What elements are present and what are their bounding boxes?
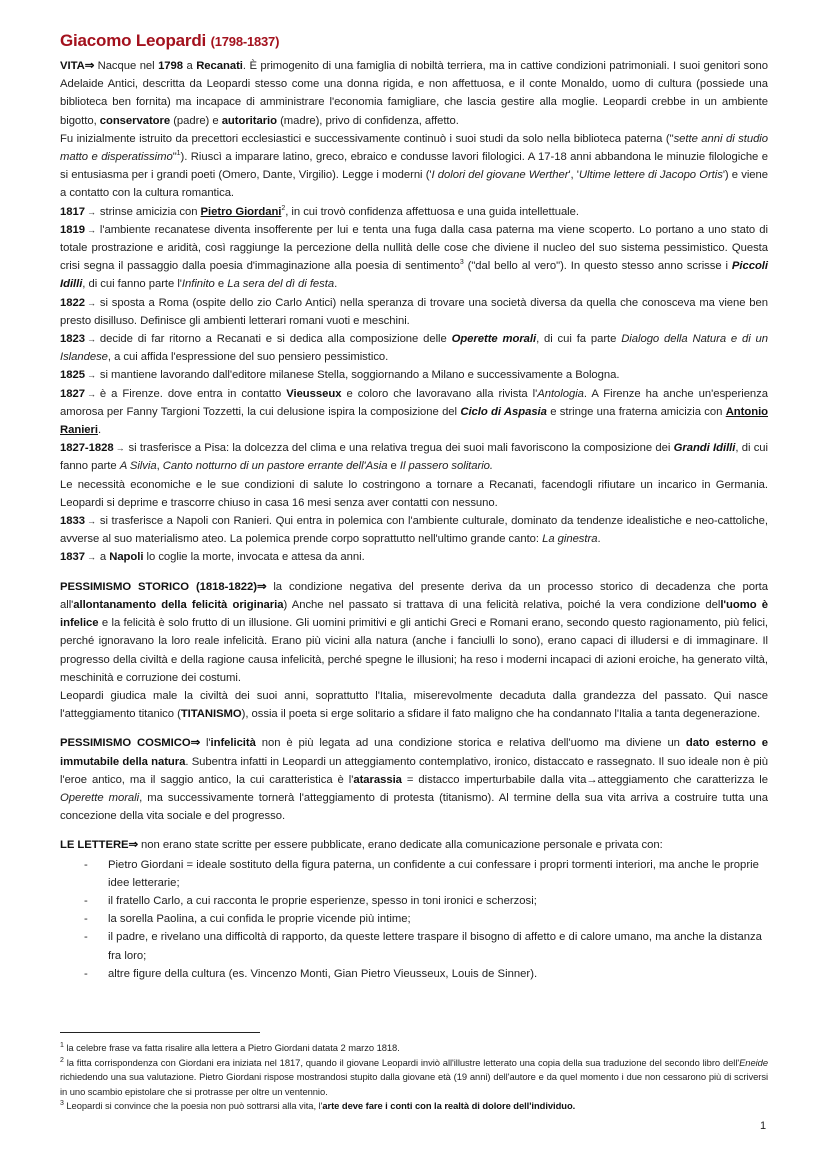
section-label-vita: VITA [60, 60, 85, 72]
double-arrow-icon: ⇒ [256, 580, 267, 593]
lettere-intro: LE LETTERE⇒ non erano state scritte per essere pubblicate, erano dedicate alla comunicazione personale e privata con: [60, 839, 663, 852]
list-item: - altre figure della cultura (es. Vincenzo Monti, Gian Pietro Vieusseux, Louis de Sinner). [60, 965, 768, 983]
vita-paragraph-1: VITA⇒ Nacque nel 1798 a Recanati. È primogenito di una famiglia di nobiltà terriera, ma in cattive condizioni patrimoniali. I suoi genitori sono Adelaide Antici, descritta da Leopardi stesso come una donna rigida, e non affettuosa, e il conte Monaldo, uomo di cultura (possiede una biblioteca ben fornita) ma incapace di amministrare l'economia famigliare, che lascia gestire alla moglie. Leopardi crebbe in un ambiente bigotto, conservatore (padre) e autoritario (madre), privo di confidenza, affetto. [60, 60, 768, 127]
timeline-entry-1827: 1827 → è a Firenze. dove entra in contatto Vieusseux e coloro che lavoravano alla rivista l'Antologia. A Firenze ha anche un'esperienza amorosa per Fanny Targioni Tozzetti, la cui delusione ispira la composizione del Ciclo di Aspasia e stringe una fraterna amicizia con Antonio Ranieri. [60, 387, 769, 437]
lettere-list [60, 856, 768, 983]
pessimismo-storico-paragraph-1: PESSIMISMO STORICO (1818-1822)⇒ la condizione negativa del presente deriva da un processo storico di decadenza che porta all'allontanamento della felicità originaria) Anche nel passato si trattava di una felicità relativa, poiché la vera condizione dell'uomo è infelice e la felicità è solo frutto di un illusione. Gli uomini primitivi e gli antichi Greci e Romani erano, secondo questo ragionamento, più felici, perché ignoravano la loro reale infelicità. Erano più vicini alla natura (anche i fanciulli lo sono), erano capaci di illudersi e di immaginare. Il progresso della civiltà e della ragione causa infelicità, perché spegne le illusioni; ha reso i moderni incapaci di azioni eroiche, ha generato viltà, meschinità e corruzione dei costumi. [60, 580, 769, 684]
footnote-ref-1[interactable]: 1 [176, 150, 181, 158]
pessimismo-cosmico-paragraph: PESSIMISMO COSMICO⇒ l'infelicità non è più legata ad una condizione storica e relativa dell'uomo ma diviene un dato esterno e immutabile della natura. Subentra infatti in Leopardi un atteggiamento contemplativo, ironico, distaccato e rassegnato. Il suo ideale non è più l'eroe antico, ma il saggio antico, la cui caratteristica è l'atarassia = distacco imperturbabile dalla vita→atteggiamento che caratterizza le Operette morali, ma successivamente tornerà l'atteggiamento di protesta (titanismo). Al termine della sua vita arriva a costruire tutta una concezione della vita sociale e del progresso. [60, 737, 769, 823]
right-arrow-icon: → [86, 297, 96, 308]
section-label-pessimismo-storico: PESSIMISMO STORICO (1818-1822) [60, 580, 257, 593]
timeline-year: 1823 [60, 333, 85, 346]
timeline-entry-1819: 1819 → l'ambiente recanatese diventa insofferente per lui e tenta una fuga dalla casa paterna ma viene scoperto. Lo portano a uno stato di totale prostrazione e aridità, così raggiunge la percezione della nullità delle cose che diviene il nucleo del suo sistema pessimistico. Questa crisi segna il passaggio dalla poesia d'immaginazione alla poesia di sentimento$^3$ ("dal bello al vero"). In questo stesso anno scrisse i Piccoli Idilli, di cui fanno parte l'Infinito e La sera del dì di festa. [60, 223, 768, 291]
timeline-year: 1817 [60, 205, 85, 218]
timeline-year: 1819 [60, 223, 85, 236]
right-arrow-icon: → [86, 516, 96, 527]
footnote-2: $^2$ la fitta corrispondenza con Giordani era iniziata nel 1817, quando il giovane Leopardi inviò all'illustre letterato una copia della sua traduzione del secondo libro dell'Eneide richiedendo una sua valutazione. Pietro Giordani rispose mostrandosi stupito dalla giovane età (19 anni) dell'autore e da quel momento i due non cessarono più di scriversi in uno scambio epistolare che si protrasse per oltre un ventennio. [60, 1056, 768, 1097]
timeline-entry-1827-1828: 1827-1828 → si trasferisce a Pisa: la dolcezza del clima e una relativa tregua dei suoi mali favoriscono la composizione dei Grandi Idilli, di cui fanno parte A Silvia, Canto notturno di un pastore errante dell'Asia e Il passero solitario. [60, 442, 768, 473]
double-arrow-icon: ⇒ [84, 60, 95, 72]
list-item: - la sorella Paolina, a cui confida le proprie vicende più intime; [60, 910, 768, 928]
pessimismo-storico-paragraph-2: Leopardi giudica male la civiltà dei suoi anni, soprattutto l'Italia, miserevolmente decaduta dalla grandezza del passato. Qui nasce l'atteggiamento titanico (TITANISMO), ossia il poeta si erge solitario a sfidare il fato maligno che ha condannato l'Italia a tanta degenerazione. [60, 689, 768, 721]
right-arrow-icon: → [86, 388, 96, 399]
list-item: - il fratello Carlo, a cui racconta le proprie esperienze, spesso in toni ironici e scherzosi; [60, 892, 768, 910]
page-title [60, 30, 768, 53]
dash-bullet-icon: - [84, 913, 88, 926]
double-arrow-icon: ⇒ [128, 839, 138, 852]
list-item: - Pietro Giordani = ideale sostituto della figura paterna, un confidente a cui confessare i propri tormenti interiori, ma anche le proprie idee letterarie; [60, 856, 768, 892]
timeline-year: 1837 [60, 551, 85, 564]
list-item: - il padre, e rivelano una difficoltà di rapporto, da queste lettere traspare il bisogno di affetto e di calore umano, ma anche la distanza fra loro; [60, 928, 768, 964]
timeline-year: 1827-1828 [60, 442, 114, 455]
right-arrow-icon: → [86, 370, 96, 381]
dash-bullet-icon: - [84, 894, 88, 907]
timeline-year: 1822 [60, 296, 85, 309]
timeline-year: 1827 [60, 387, 85, 400]
vita-paragraph-necessita: Le necessità economiche e le sue condizioni di salute lo costringono a tornare a Recanati, facendogli rifiutare un incarico in Germania. Leopardi si deprime e trascorre chiuso in casa 16 mesi senza aver contatti con nessuno. [60, 478, 768, 509]
section-label-lettere: LE LETTERE [60, 839, 129, 852]
dash-bullet-icon: - [84, 967, 88, 980]
timeline-year: 1833 [60, 515, 85, 528]
right-arrow-icon: → [86, 552, 96, 563]
footnote-ref-3[interactable]: 3 [459, 259, 464, 267]
page-number: 1 [760, 1120, 767, 1132]
vita-paragraph-2: Fu inizialmente istruito da precettori ecclesiastici e successivamente continuò i suoi studi da solo nella biblioteca paterna ("sette anni di studio matto e disperatissimo"$^1$). Riuscì a imparare latino, greco, ebraico e condusse lavori filologici. A 17-18 anni abbandona le minuzie filologiche e si entusiasma per i grandi poeti (Omero, Dante, Virgilio). Legge i moderni ('I dolori del giovane Werther', 'Ultime lettere di Jacopo Ortis') e viene a contatto con la cultura romantica. [60, 132, 768, 200]
footnote-ref-2[interactable]: 2 [281, 204, 286, 212]
right-arrow-icon: → [86, 334, 96, 345]
double-arrow-icon: ⇒ [190, 737, 201, 750]
title-years: (1798-1837) [210, 34, 280, 49]
dash-bullet-icon: - [84, 931, 88, 944]
right-arrow-icon: → [115, 443, 125, 454]
timeline-year: 1825 [60, 369, 85, 382]
timeline-entry-1837: 1837 → a Napoli lo coglie la morte, invocata e attesa da anni. [60, 551, 365, 564]
right-arrow-icon: → [86, 206, 96, 217]
footnotes [60, 1041, 768, 1114]
section-label-pessimismo-cosmico: PESSIMISMO COSMICO [60, 737, 191, 750]
footnote-1: $^1$ la celebre frase va fatta risalire alla lettera a Pietro Giordani datata 2 marzo 1818. [60, 1041, 400, 1053]
right-arrow-icon: → [86, 224, 96, 235]
timeline-entry-1833: 1833 → si trasferisce a Napoli con Ranieri. Qui entra in polemica con l'ambiente culturale, dominato da tendenze idealistiche e neo-cattoliche, avverse al suo materialismo ateo. La polemica prende corpo soprattutto nell'ultimo grande canto: La ginestra. [60, 515, 768, 546]
footnote-3: $^3$ Leopardi si convince che la poesia non può sottrarsi alla vita, l'arte deve fare i conti con la realtà di dolore dell'individuo. [60, 1099, 576, 1111]
dash-bullet-icon: - [84, 858, 88, 871]
timeline-entry-1817: 1817 → strinse amicizia con Pietro Giordani$^2$, in cui trovò confidenza affettuosa e una guida intellettuale. [60, 204, 579, 218]
timeline-entry-1822: 1822 → si sposta a Roma (ospite dello zio Carlo Antici) nella speranza di trovare una società diversa da quella che conosceva ma viene ben presto disilluso. Definisce gli ambienti letterari romani vuoti e meschini. [60, 296, 768, 327]
document-page [60, 30, 768, 983]
title-name: Giacomo Leopardi [60, 31, 207, 50]
timeline-entry-1825: 1825 → si mantiene lavorando dall'editore milanese Stella, soggiornando a Milano e successivamente a Bologna. [60, 369, 620, 382]
timeline-entry-1823: 1823 → decide di far ritorno a Recanati e si dedica alla composizione delle Operette morali, di cui fa parte Dialogo della Natura e di un Islandese, a cui affida l'espressione del suo pensiero pessimistico. [60, 333, 768, 364]
footnote-separator [60, 1032, 260, 1033]
